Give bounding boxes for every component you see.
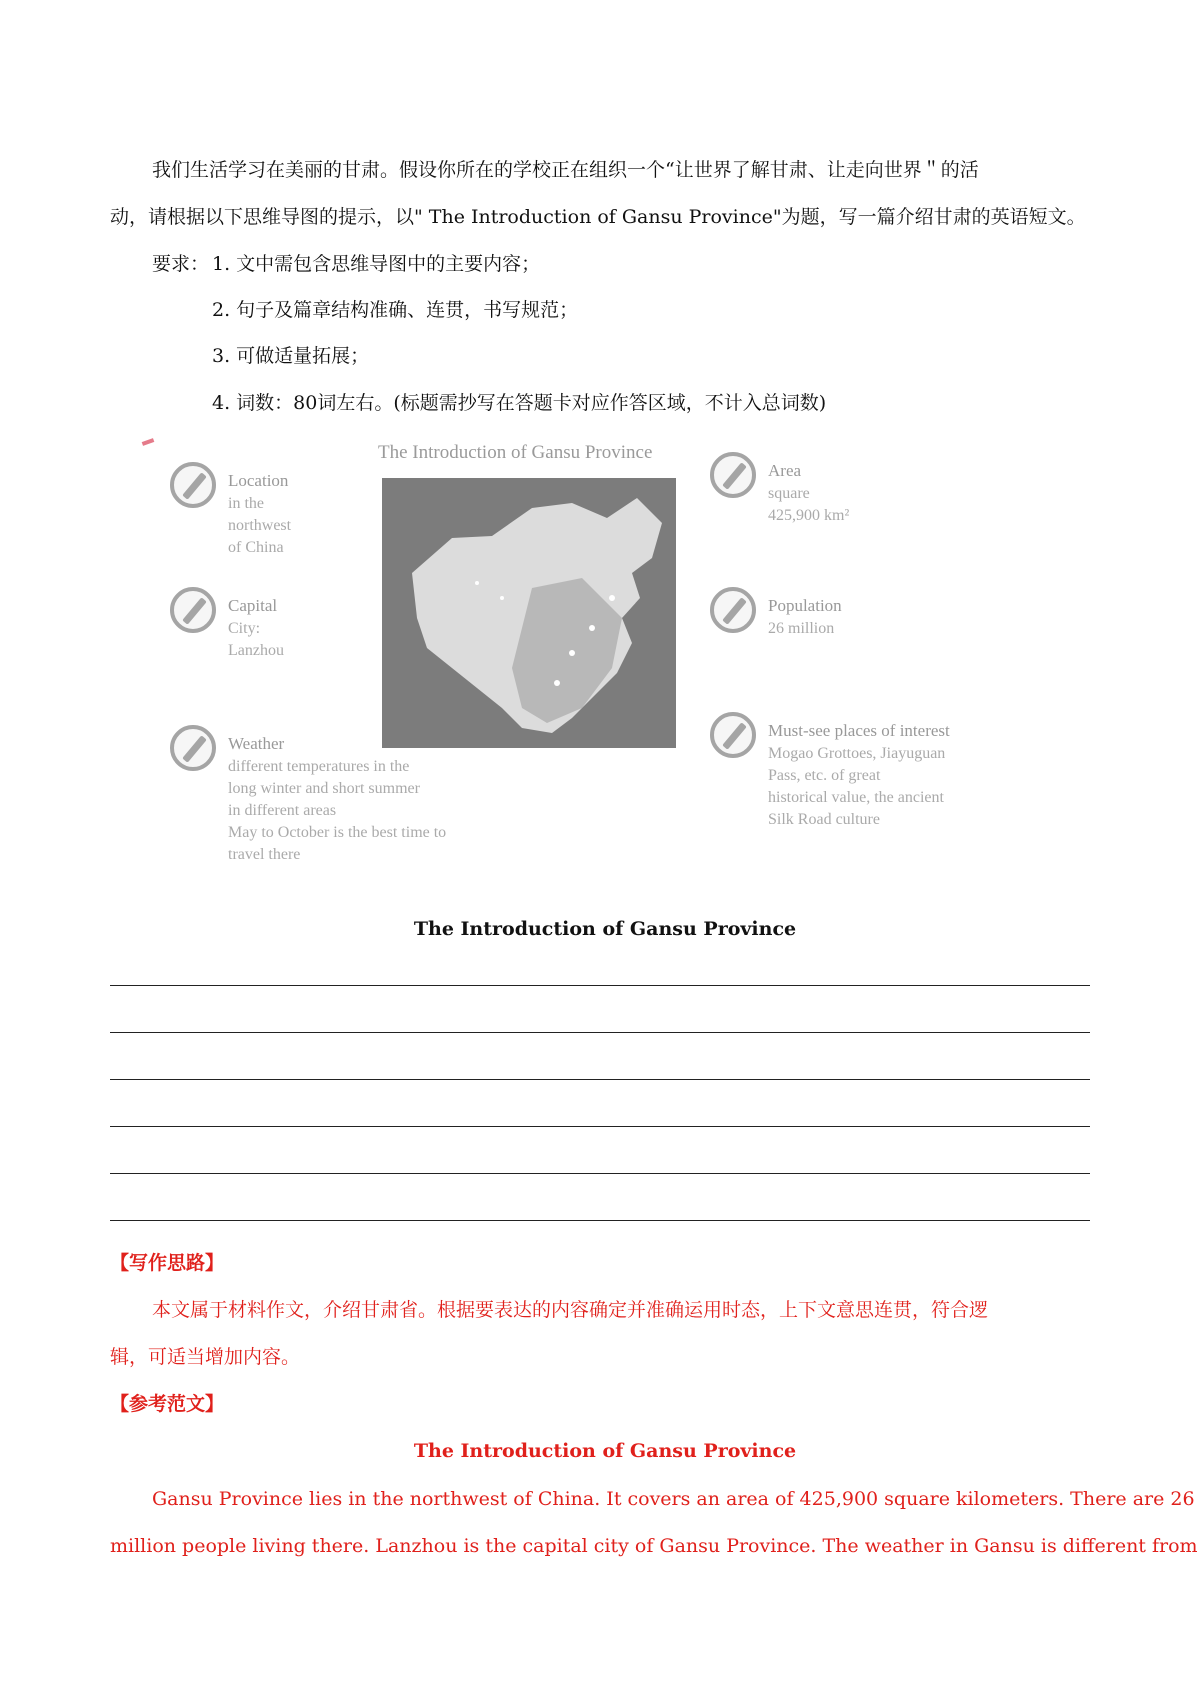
population-text: 26 million: [768, 620, 835, 637]
answer-line-5[interactable]: [110, 1173, 1090, 1174]
weather-text: different temperatures in the long winter and short summer in different areas May to October is the best time to travel there: [228, 758, 447, 863]
requirement-2: 2. 句子及篇章结构准确、连贯，书写规范；: [212, 299, 579, 321]
china-map-icon: [382, 478, 676, 748]
answer-title: The Introduction of Gansu Province: [413, 918, 797, 940]
model-line-1: Gansu Province lies in the northwest of China. It covers an area of 425,900 square kilometers. There are 26: [152, 1488, 1195, 1510]
pencil-icon: [170, 725, 216, 771]
requirement-4: 4. 词数：80词左右。(标题需抄写在答题卡对应作答区域，不计入总词数): [212, 392, 827, 414]
model-title: The Introduction of Gansu Province: [413, 1440, 797, 1462]
pencil-icon: [170, 587, 216, 633]
china-satellite-map: [382, 478, 676, 748]
answer-line-4[interactable]: [110, 1126, 1090, 1127]
mind-map-title: The Introduction of Gansu Province: [378, 442, 653, 463]
intro-line-2: 动，请根据以下思维导图的提示，以" The Introduction of Gansu Province"为题，写一篇介绍甘肃的英语短文。: [110, 206, 1086, 228]
answer-line-3[interactable]: [110, 1079, 1090, 1080]
area-heading: Area: [768, 461, 802, 480]
pencil-icon: [710, 452, 756, 498]
population-heading: Population: [768, 596, 842, 615]
idea-heading: 【写作思路】: [110, 1252, 225, 1274]
location-heading: Location: [228, 471, 289, 490]
places-text: Mogao Grottoes, Jiayuguan Pass, etc. of great historical value, the ancient Silk Road culture: [768, 745, 946, 828]
idea-line-2: 辑，可适当增加内容。: [110, 1346, 301, 1368]
answer-line-1[interactable]: [110, 985, 1090, 986]
area-text: square 425,900 km²: [768, 485, 850, 524]
pencil-icon: [710, 712, 756, 758]
idea-line-1: 本文属于材料作文，介绍甘肃省。根据要表达的内容确定并准确运用时态，上下文意思连贯，符合逻: [152, 1299, 989, 1321]
capital-text: City: Lanzhou: [228, 620, 284, 659]
capital-heading: Capital: [228, 596, 278, 615]
intro-line-1: 我们生活学习在美丽的甘肃。假设你所在的学校正在组织一个“让世界了解甘肃、让走向世界＂的活: [152, 159, 979, 181]
answer-line-2[interactable]: [110, 1032, 1090, 1033]
requirements-label: 要求：: [152, 253, 210, 275]
location-text: in the northwest of China: [228, 495, 292, 556]
places-heading: Must-see places of interest: [768, 721, 950, 740]
mind-map-image: [150, 440, 1030, 890]
model-line-2: million people living there. Lanzhou is the capital city of Gansu Province. The weather in Gansu is different from: [110, 1535, 1198, 1557]
requirement-3: 3. 可做适量拓展；: [212, 345, 370, 367]
pencil-icon: [170, 462, 216, 508]
answer-line-6[interactable]: [110, 1220, 1090, 1221]
corner-mark: [142, 438, 155, 446]
pencil-icon: [710, 587, 756, 633]
model-heading: 【参考范文】: [110, 1393, 225, 1415]
requirement-1: 1. 文中需包含思维导图中的主要内容；: [212, 253, 541, 275]
weather-heading: Weather: [228, 734, 285, 753]
